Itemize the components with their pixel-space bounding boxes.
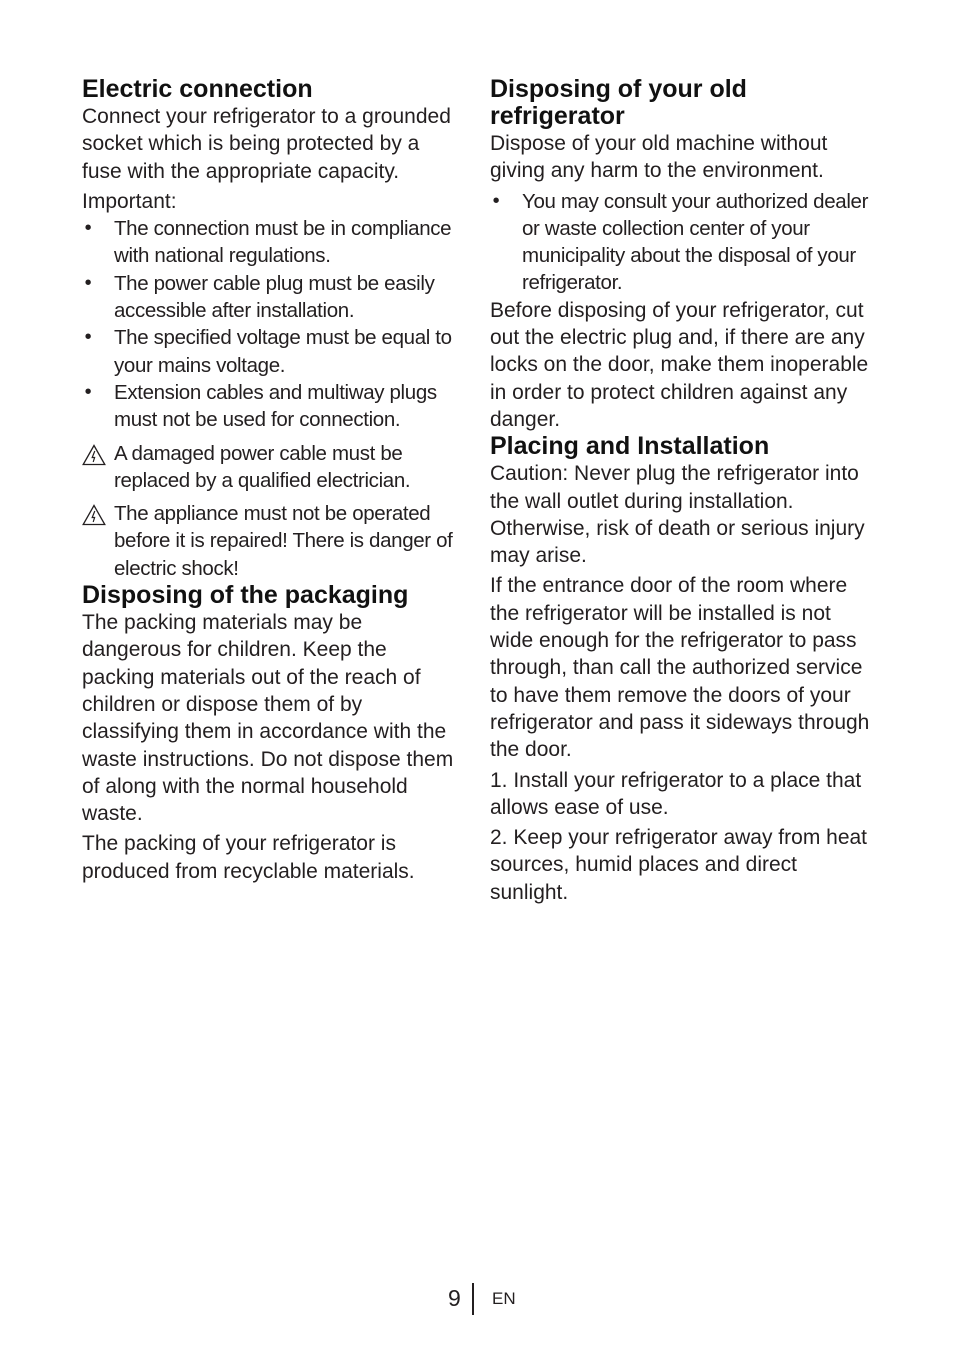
bullet-icon: •: [492, 189, 500, 212]
disposing-old-after: Before disposing of your refrigerator, cut out the electric plug and, if there are any locks on the door, make them inoperable in order to protect children against any danger.: [490, 298, 869, 431]
bullet-item: • The specified voltage must be equal to your mains voltage.: [82, 324, 462, 379]
bullet-icon: •: [84, 380, 92, 403]
packaging-paragraph-1: The packing materials may be dangerous for children. Keep the packing materials out of the reach of children or dispose them of by classifying them in accordance with the waste instructions. Do not dispose them of along with the normal household waste.: [82, 611, 454, 826]
placing-step-2: 2. Keep your refrigerator away from heat sources, humid places and direct sunlight.: [490, 826, 868, 904]
page-footer: [0, 1283, 954, 1317]
bullet-icon: •: [84, 271, 92, 294]
bullet-item: • The connection must be in compliance with national regulations.: [82, 215, 462, 270]
important-label: Important:: [82, 189, 177, 213]
placing-step-1: 1. Install your refrigerator to a place that allows ease of use.: [490, 768, 862, 819]
language-code: EN: [492, 1289, 516, 1308]
warning-item: A damaged power cable must be replaced by a qualified electrician.: [82, 440, 462, 495]
placing-paragraph-2: If the entrance door of the room where the refrigerator will be installed is not wide enough for the refrigerator to pass through, than call the authorized service to have them remove the doors of your refrigerator and pass it sideways through the door.: [490, 574, 870, 762]
placing-installation-heading: Placing and Installation: [490, 432, 770, 461]
warning-triangle-icon: [82, 504, 106, 526]
warning-item: The appliance must not be operated before it is repaired! There is danger of electric shock!: [82, 500, 462, 582]
bullet-icon: •: [84, 217, 92, 240]
electric-connection-heading: Electric connection: [82, 75, 313, 103]
bullet-icon: •: [84, 326, 92, 349]
bullet-item: • Extension cables and multiway plugs must not be used for connection.: [82, 379, 462, 434]
bullet-item: • You may consult your authorized dealer or waste collection center of your municipality about the disposal of your refrigerator.: [490, 188, 875, 297]
electric-bullet-list: [82, 215, 462, 433]
warning-triangle-icon: [82, 444, 106, 466]
right-column: [490, 76, 875, 906]
placing-paragraph-1: Caution: Never plug the refrigerator into the wall outlet during installation. Otherwise, risk of death or serious injury may arise.: [490, 462, 865, 568]
disposing-old-body: Dispose of your old machine without giving any harm to the environment.: [490, 132, 828, 183]
bullet-item: • The power cable plug must be easily accessible after installation.: [82, 270, 462, 325]
left-column: [82, 76, 462, 885]
packaging-paragraph-2: The packing of your refrigerator is produced from recyclable materials.: [82, 832, 415, 883]
disposing-old-bullet-list: [490, 188, 875, 297]
disposing-packaging-heading: Disposing of the packaging: [82, 581, 409, 610]
footer-divider: [472, 1283, 474, 1315]
electric-connection-body: Connect your refrigerator to a grounded socket which is being protected by a fuse with the appropriate capacity.: [82, 105, 451, 183]
page-number: 9: [448, 1285, 461, 1311]
disposing-old-heading: Disposing of your old refrigerator: [490, 75, 747, 130]
